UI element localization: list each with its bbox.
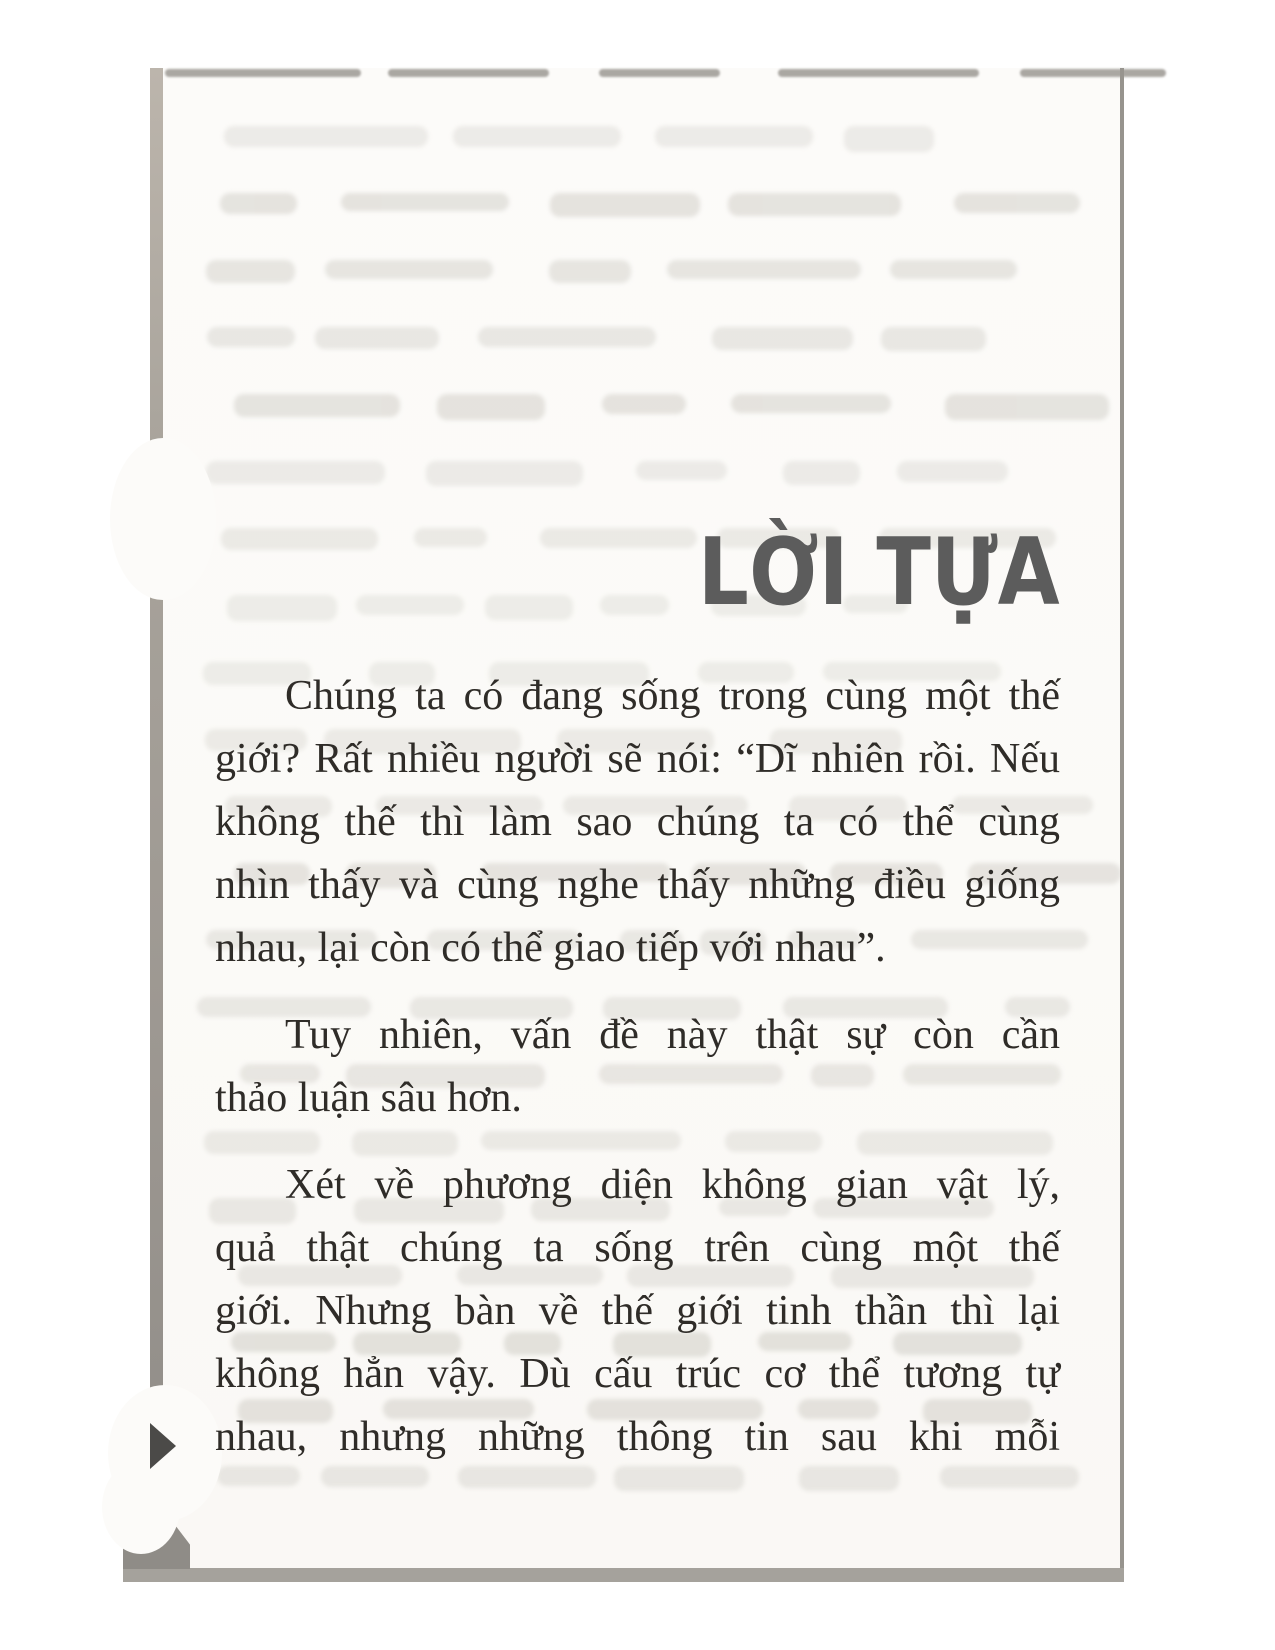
page-edge-left bbox=[150, 68, 163, 1568]
text-line: quả thật chúng ta sống trên cùng một thế bbox=[215, 1225, 1060, 1271]
bookmark-arrow-icon bbox=[150, 1423, 176, 1469]
bleedthrough-top-line bbox=[165, 69, 1226, 78]
book-page bbox=[150, 68, 1124, 1582]
paragraph bbox=[215, 1004, 1060, 1130]
text-line: nhau, lại còn có thể giao tiếp với nhau”. bbox=[215, 925, 886, 971]
text-line: không thế thì làm sao chúng ta có thể cùng bbox=[215, 799, 1060, 845]
text-line: nhìn thấy và cùng nghe thấy những điều giống bbox=[215, 862, 1060, 908]
paragraph bbox=[215, 665, 1060, 980]
page-edge-right bbox=[1120, 68, 1124, 1582]
paragraph bbox=[215, 1154, 1060, 1469]
preface-body bbox=[215, 665, 1060, 1493]
page-curl-notch-upper bbox=[110, 438, 216, 600]
chapter-title: LỜI TỰA bbox=[698, 518, 1060, 626]
page-edge-bottom bbox=[123, 1568, 1124, 1582]
text-line: không hẳn vậy. Dù cấu trúc cơ thể tương tự bbox=[215, 1351, 1060, 1397]
text-line: giới? Rất nhiều người sẽ nói: “Dĩ nhiên rồi. Nếu bbox=[215, 736, 1060, 782]
text-line: thảo luận sâu hơn. bbox=[215, 1075, 522, 1121]
text-line: giới. Nhưng bàn về thế giới tinh thần thì lại bbox=[215, 1288, 1060, 1334]
page-curl-notch-lower-tail bbox=[102, 1460, 180, 1554]
text-line: Chúng ta có đang sống trong cùng một thế bbox=[285, 673, 1060, 719]
text-line: nhau, nhưng những thông tin sau khi mỗi bbox=[215, 1414, 1060, 1460]
text-line: Tuy nhiên, vấn đề này thật sự còn cần bbox=[285, 1012, 1060, 1058]
text-line: Xét về phương diện không gian vật lý, bbox=[285, 1162, 1060, 1208]
